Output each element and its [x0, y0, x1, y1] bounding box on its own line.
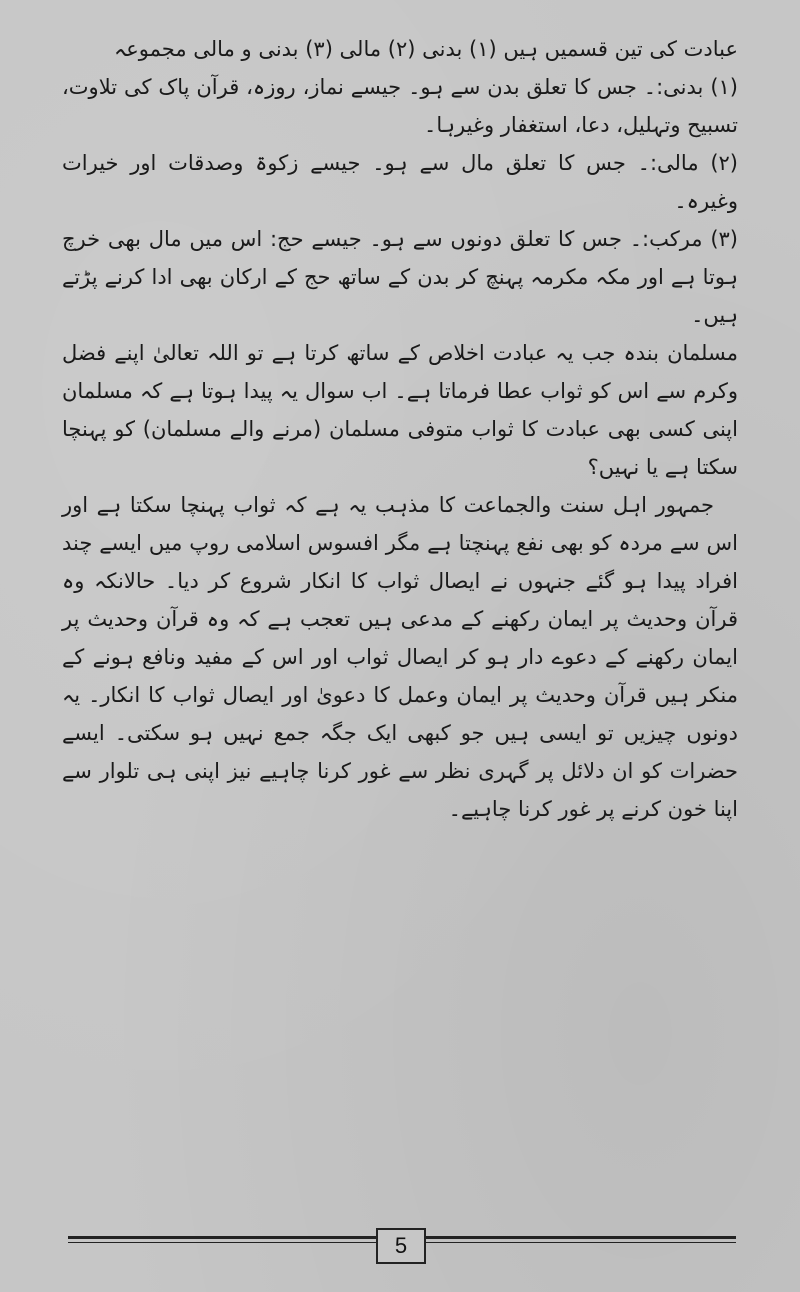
paragraph-types-of-worship: عبادت کی تین قسمیں ہیں (۱) بدنی (۲) مالی (۳) بدنی و مالی مجموعہ — [113, 37, 738, 61]
paragraph-combined-worship: (۳) مرکب:۔ جس کا تعلق دونوں سے ہو۔ جیسے حج: اس میں مال بھی خرچ ہوتا ہے اور مکہ مکرمہ پہنچ کر بدن کے ساتھ حج کے ارکان بھی ادا کرنے پڑتے ہیں۔ — [62, 227, 738, 327]
paragraph-majority-view: جمہور اہل سنت والجماعت کا مذہب یہ ہے کہ ثواب پہنچا سکتا ہے اور اس سے مردہ کو بھی نفع پہنچتا ہے مگر افسوس اسلامی روپ میں ایسے چند افراد پیدا ہو گئے جنہوں نے ایصال ثواب کا انکار شروع کر دیا۔ حالانکہ وہ قرآن وحدیث پر ایمان رکھنے کے مدعی ہیں تعجب ہے کہ وہ قرآن وحدیث پر ایمان رکھنے کے دعوے دار ہو کر ایصال ثواب اور اس کے مفید ونافع ہونے کے منکر ہیں قرآن وحدیث پر ایمان وعمل کا دعویٰ اور ایصال ثواب کا انکار۔ یہ دونوں چیزیں تو ایسی ہیں جو کبھی ایک جگہ جمع نہیں ہو سکتی۔ ایسے حضرات کو ان دلائل پر گہری نظر سے غور کرنا چاہیے نیز اپنی ہی تلوار سے اپنا خون کرنے پر غور کرنا چاہیے۔ — [62, 493, 738, 821]
paragraph-physical-worship: (۱) بدنی:۔ جس کا تعلق بدن سے ہو۔ جیسے نماز، روزہ، قرآن پاک کی تلاوت، تسبیح وتہلیل، دعا، استغفار وغیرہا۔ — [62, 75, 738, 137]
page-number: 5 — [376, 1228, 426, 1264]
paragraph-reward-question: مسلمان بندہ جب یہ عبادت اخلاص کے ساتھ کرتا ہے تو اللہ تعالیٰ اپنے فضل وکرم سے اس کو ثواب عطا فرماتا ہے۔ اب سوال یہ پیدا ہوتا ہے کہ مسلمان اپنی کسی بھی عبادت کا ثواب متوفی مسلمان (مرنے والے مسلمان) کو پہنچا سکتا ہے یا نہیں؟ — [62, 341, 738, 479]
page-text — [62, 30, 738, 828]
paragraph-financial-worship: (۲) مالی:۔ جس کا تعلق مال سے ہو۔ جیسے زکوۃ وصدقات اور خیرات وغیرہ۔ — [62, 151, 738, 213]
page-footer — [68, 1228, 736, 1268]
